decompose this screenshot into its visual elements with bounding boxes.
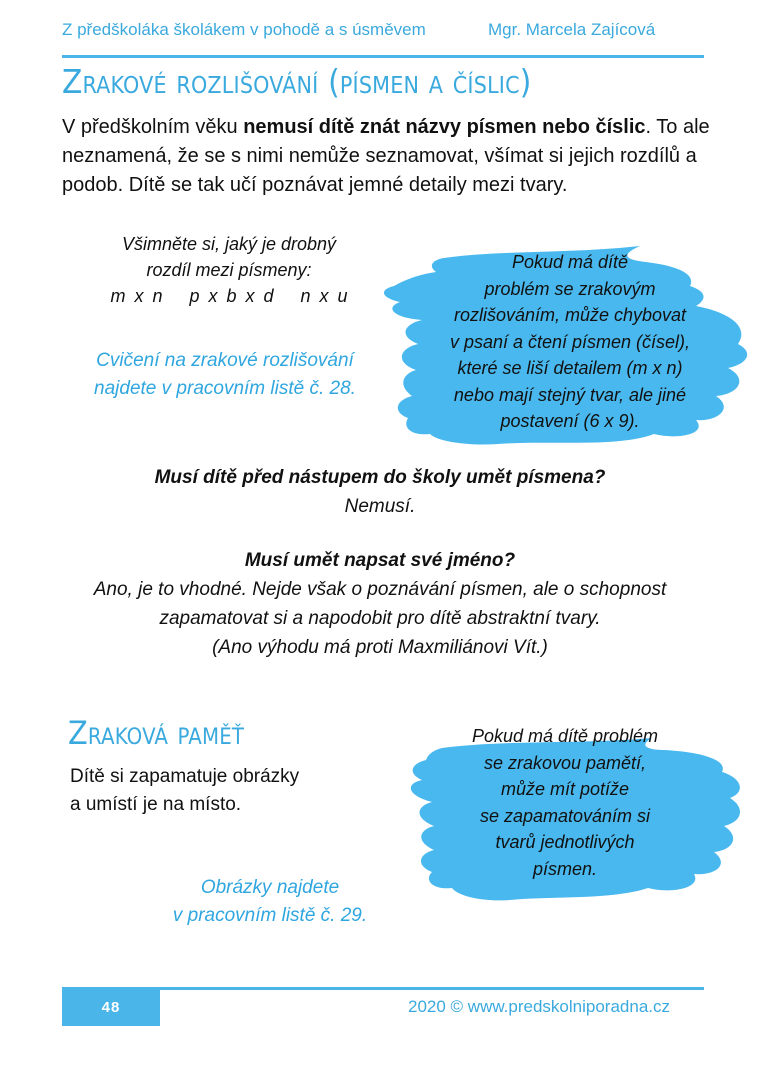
qa-letters	[40, 463, 720, 521]
callout-1-line: v psaní a čtení písmen (čísel),	[449, 331, 691, 352]
exercise-29-line-2: v pracovním listě č. 29.	[172, 905, 368, 926]
question-1: Musí dítě před nástupem do školy umět písmena?	[154, 467, 606, 488]
callout-2-line: se zapamatováním si	[479, 805, 651, 826]
intro-text-start: V předškolním věku	[62, 116, 244, 138]
callout-visual-discrimination	[410, 249, 730, 435]
intro-paragraph	[62, 113, 722, 200]
page-number: 48	[62, 990, 160, 1026]
section-title-visual-discrimination: Zrakové rozlišování (písmen a číslic)	[62, 62, 532, 101]
answer-1: Nemusí.	[344, 496, 416, 517]
callout-2-line: písmen.	[532, 858, 598, 879]
callout-2-line: se zrakovou pamětí,	[483, 752, 647, 773]
memory-description	[70, 763, 370, 819]
callout-2-line: Pokud má dítě problém	[471, 726, 659, 746]
memory-line-2: a umístí je na místo.	[70, 794, 242, 815]
exercise-29-line-1: Obrázky najdete	[200, 877, 340, 898]
qa-name	[40, 546, 720, 662]
exercise-28-line-1: Cvičení na zrakové rozlišování	[96, 350, 354, 371]
memory-line-1: Dítě si zapamatuje obrázky	[70, 766, 300, 787]
note-line-1: Všimněte si, jaký je drobný	[121, 234, 337, 254]
letter-difference-note	[70, 231, 388, 309]
callout-2-line: tvarů jednotlivých	[495, 832, 635, 852]
callout-visual-memory	[410, 723, 720, 882]
callout-1-line: rozlišováním, může chybovat	[453, 305, 687, 325]
section-title-visual-memory: Zraková paměť	[68, 714, 245, 752]
exercise-28-line-2: najdete v pracovním listě č. 28.	[94, 378, 356, 399]
question-2: Musí umět napsat své jméno?	[244, 550, 516, 571]
exercise-reference-29	[120, 874, 420, 930]
exercise-reference-28	[70, 347, 380, 403]
answer-2-line: zapamatovat si a napodobit pro dítě abstraktní tvary.	[159, 608, 601, 629]
callout-1-line: nebo mají stejný tvar, ale jiné	[453, 384, 687, 405]
callout-1-line: které se liší detailem (m x n)	[457, 358, 683, 378]
header-book-title: Z předškoláka školákem v pohodě a s úsměvem	[62, 20, 426, 39]
intro-text-bold: nemusí dítě znát názvy písmen nebo číslic	[243, 116, 646, 138]
callout-1-line: problém se zrakovým	[484, 278, 656, 299]
note-line-2: rozdíl mezi písmeny:	[146, 260, 312, 280]
answer-2-line: (Ano výhodu má proti Maxmiliánovi Vít.)	[212, 637, 548, 658]
callout-2-line: může mít potíže	[500, 779, 630, 799]
letter-pairs: m x n p x b x d n x u	[110, 286, 348, 306]
intro-text-end: . To ale neznamená, že se s nimi nemůže seznamovat, všímat si jejich rozdílů a podob. Dítě se tak učí poznávat jemné detaily mezi tvary.	[62, 116, 710, 196]
callout-1-line: Pokud má dítě	[511, 252, 629, 272]
header-divider	[62, 55, 704, 58]
header-author: Mgr. Marcela Zajícová	[488, 20, 656, 39]
footer-website: 2020 © www.predskolniporadna.cz	[408, 997, 671, 1016]
answer-2-line: Ano, je to vhodné. Nejde však o poznávání písmen, ale o schopnost	[93, 579, 667, 600]
callout-1-line: postavení (6 x 9).	[500, 411, 640, 431]
